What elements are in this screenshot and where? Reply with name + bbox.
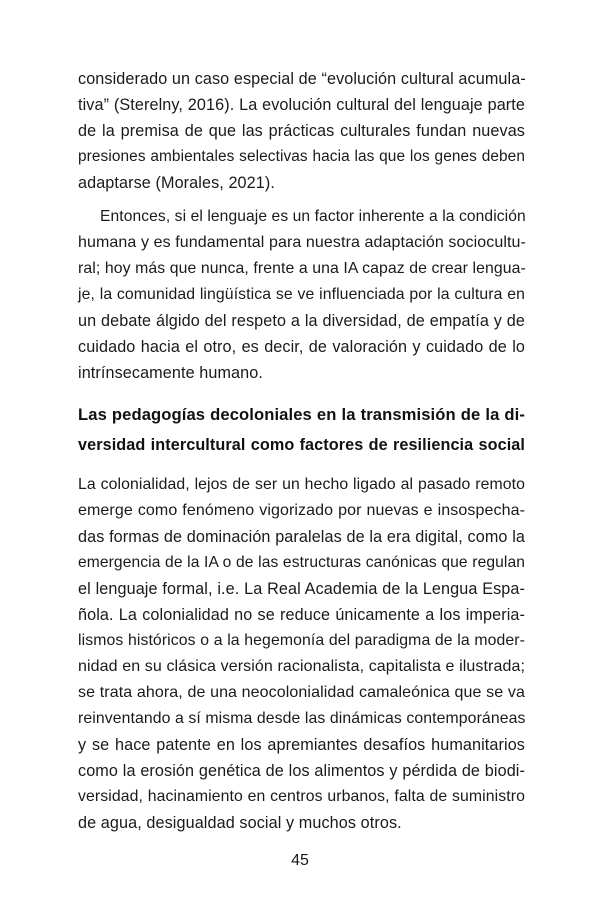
section-heading <box>78 400 525 460</box>
section-spacer <box>78 386 525 400</box>
text-line: considerado un caso especial de “evolución cultural acumula- <box>78 70 526 88</box>
text-line: de agua, desigualdad social y muchos otros. <box>78 814 402 832</box>
text-line: versidad, hacinamiento en centros urbanos, falta de suministro <box>78 788 525 805</box>
text-line: adaptarse (Morales, 2021). <box>78 174 275 192</box>
text-line: intrínsecamente humano. <box>78 364 263 382</box>
heading-line: versidad intercultural como factores de resiliencia social <box>78 436 525 454</box>
text-line: el lenguaje formal, i.e. La Real Academia de la Lengua Espa- <box>78 580 525 598</box>
paragraph-2 <box>78 204 525 386</box>
text-line: se trata ahora, de una neocolonialidad camaleónica que se va <box>78 684 525 701</box>
text-line: tiva” (Sterelny, 2016). La evolución cultural del lenguaje parte <box>78 96 525 114</box>
paragraph-1 <box>78 66 525 196</box>
text-line: je, la comunidad lingüística se ve influenciada por la cultura en <box>78 286 525 303</box>
text-line: y se hace patente en los apremiantes desafíos humanitarios <box>78 736 525 754</box>
page-body <box>78 66 525 836</box>
paragraph-3 <box>78 472 525 836</box>
text-line: humana y es fundamental para nuestra adaptación sociocultu- <box>78 234 526 251</box>
paragraph-spacer <box>78 196 525 204</box>
text-line: de la premisa de que las prácticas culturales fundan nuevas <box>78 122 525 140</box>
page-number: 45 <box>291 852 309 869</box>
section-spacer <box>78 460 525 472</box>
text-line: reinventando a sí misma desde las dinámicas contemporáneas <box>78 710 526 727</box>
text-line: das formas de dominación paralelas de la era digital, como la <box>78 528 525 546</box>
text-line: como la erosión genética de los alimentos y pérdida de biodi- <box>78 762 525 780</box>
heading-line: Las pedagogías decoloniales en la transmisión de la di- <box>78 405 525 424</box>
text-line: un debate álgido del respeto a la diversidad, de empatía y de <box>78 312 525 330</box>
text-line: ñola. La colonialidad no se reduce únicamente a los imperia- <box>78 606 525 624</box>
text-line: nidad en su clásica versión racionalista, capitalista e ilustrada; <box>78 658 525 675</box>
text-line: emerge como fenómeno vigorizado por nuevas e insospecha- <box>78 502 525 519</box>
text-line: ral; hoy más que nunca, frente a una IA capaz de crear lengua- <box>78 260 526 277</box>
text-line: lismos históricos o a la hegemonía del paradigma de la moder- <box>78 632 525 649</box>
text-line: cuidado hacia el otro, es decir, de valoración y cuidado de lo <box>78 338 525 356</box>
text-line: presiones ambientales selectivas hacia las que los genes deben <box>78 148 525 165</box>
text-line: emergencia de la IA o de las estructuras canónicas que regulan <box>78 554 525 571</box>
text-line: Entonces, si el lenguaje es un factor inherente a la condición <box>100 208 526 225</box>
text-line: La colonialidad, lejos de ser un hecho ligado al pasado remoto <box>78 476 525 493</box>
